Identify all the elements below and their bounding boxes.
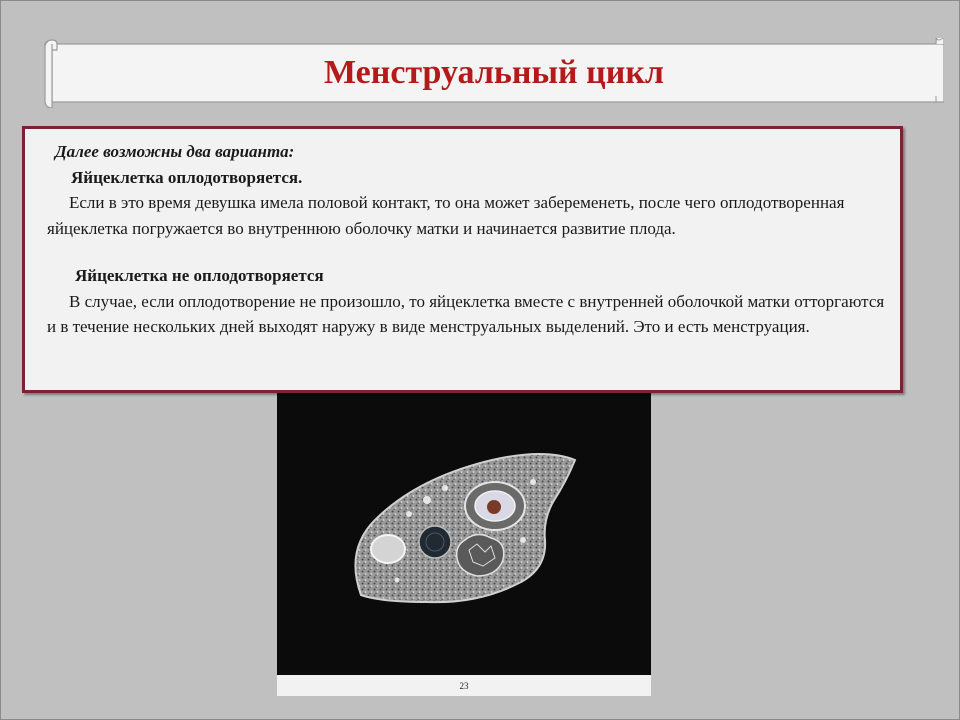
cell-illustration <box>277 390 651 696</box>
intro-text: Далее возможны два варианта: <box>55 142 295 161</box>
spacer <box>47 241 886 263</box>
content-box <box>22 126 903 393</box>
case2-heading: Яйцеклетка не оплодотворяется <box>75 266 324 285</box>
slide-title: Менструальный цикл <box>324 54 664 91</box>
title-banner <box>44 38 944 108</box>
case1-heading: Яйцеклетка оплодотворяется. <box>71 167 303 187</box>
case2-text: В случае, если оплодотворение не произошло, то яйцеклетка вместе с внутренней оболочкой матки отторгаются и в течение нескольких дней выходят наружу в виде менструальных выделений. Это и есть менструация. <box>47 291 885 336</box>
page-number: 23 <box>459 680 469 691</box>
case1-text: Если в это время девушка имела половой контакт, то она может забеременеть, после чего оплодотворенная яйцеклетка погружается во внутреннюю оболочку матки и начинается развитие плода. <box>47 193 845 238</box>
cell-illustration-icon <box>277 390 651 675</box>
image-background <box>277 390 651 675</box>
image-caption-strip <box>277 675 651 696</box>
